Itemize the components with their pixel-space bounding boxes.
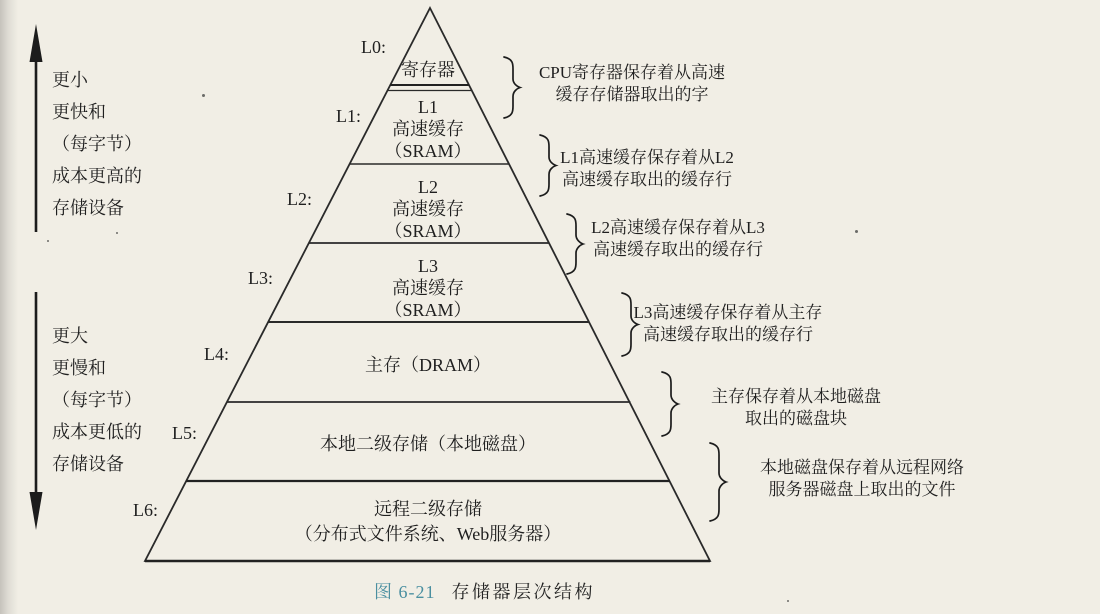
- left-bottom-line: 更大: [52, 326, 88, 346]
- left-bottom-line: 存储设备: [52, 454, 124, 474]
- level-label-l6: L6:: [133, 500, 158, 520]
- left-annotation-bottom: [52, 320, 142, 480]
- level-text-line: （SRAM）: [384, 221, 472, 241]
- level-text-line: 高速缓存: [392, 278, 464, 298]
- annotation-line: 缓存存储器取出的字: [555, 85, 709, 104]
- level-label-l4: L4:: [204, 344, 229, 364]
- left-top-line: 成本更高的: [52, 166, 142, 186]
- annotation-line: 高速缓存取出的缓存行: [562, 170, 732, 189]
- level-text-line: （SRAM）: [384, 300, 472, 320]
- annotation-l5-local-disk: [722, 457, 1002, 501]
- left-bottom-line: 更慢和: [52, 358, 106, 378]
- scan-speck: [787, 600, 789, 602]
- level-label-l0: L0:: [361, 37, 386, 57]
- level-label-l3: L3:: [248, 268, 273, 288]
- left-annotation-top: [52, 64, 142, 224]
- annotation-l4-main-memory: [656, 386, 936, 430]
- level-l4-main-memory: [268, 354, 588, 376]
- down-arrow: [30, 292, 43, 530]
- annotation-line: 主存保存着从本地磁盘: [711, 387, 881, 406]
- left-top-line: 更小: [52, 70, 88, 90]
- level-text-line: （分布式文件系统、Web服务器）: [294, 524, 562, 544]
- annotation-line: CPU寄存器保存着从高速: [538, 63, 726, 82]
- annotation-l3-cache: [588, 302, 868, 346]
- up-arrow: [30, 24, 43, 232]
- level-l3-cache: [268, 255, 588, 321]
- figure-number: 图 6-21: [374, 582, 436, 602]
- scan-speck: [116, 232, 118, 234]
- annotation-l1-cache: [507, 147, 787, 191]
- annotation-line: L3高速缓存保存着从主存: [633, 303, 823, 322]
- level-label-l1: L1:: [336, 106, 361, 126]
- figure-title: 存储器层次结构: [451, 582, 595, 602]
- level-text-line: 寄存器: [401, 60, 455, 80]
- annotation-line: 本地磁盘保存着从远程网络: [760, 458, 964, 477]
- left-top-line: 存储设备: [52, 198, 124, 218]
- level-label-l5: L5:: [172, 423, 197, 443]
- level-text-line: 主存（DRAM）: [364, 355, 491, 375]
- level-text-line: L3: [418, 256, 438, 276]
- level-text-line: 高速缓存: [392, 119, 464, 139]
- level-l6-remote-storage: [228, 497, 628, 547]
- left-top-line: 更快和: [52, 102, 106, 122]
- annotation-l0-registers: [492, 62, 772, 106]
- annotation-line: 取出的磁盘块: [745, 409, 847, 428]
- annotation-line: 服务器磁盘上取出的文件: [768, 480, 956, 499]
- level-text-line: 远程二级存储: [374, 499, 482, 519]
- scan-speck: [855, 230, 858, 233]
- scan-speck: [202, 94, 205, 97]
- annotation-line: 高速缓存取出的缓存行: [643, 325, 813, 344]
- level-text-line: 高速缓存: [392, 199, 464, 219]
- left-top-line: （每字节）: [52, 134, 142, 154]
- figure-caption: [374, 578, 595, 604]
- level-label-l2: L2:: [287, 189, 312, 209]
- level-text-line: L1: [418, 97, 438, 117]
- level-l5-local-storage: [268, 433, 588, 455]
- left-bottom-line: 成本更低的: [52, 422, 142, 442]
- annotation-line: 高速缓存取出的缓存行: [593, 240, 763, 259]
- left-bottom-line: （每字节）: [52, 390, 142, 410]
- annotation-line: L2高速缓存保存着从L3: [591, 218, 765, 237]
- scan-speck: [47, 240, 49, 242]
- level-text-line: 本地二级存储（本地磁盘）: [320, 434, 536, 454]
- level-text-line: （SRAM）: [384, 141, 472, 161]
- annotation-l2-cache: [538, 217, 818, 261]
- annotation-line: L1高速缓存保存着从L2: [560, 148, 734, 167]
- level-text-line: L2: [418, 177, 438, 197]
